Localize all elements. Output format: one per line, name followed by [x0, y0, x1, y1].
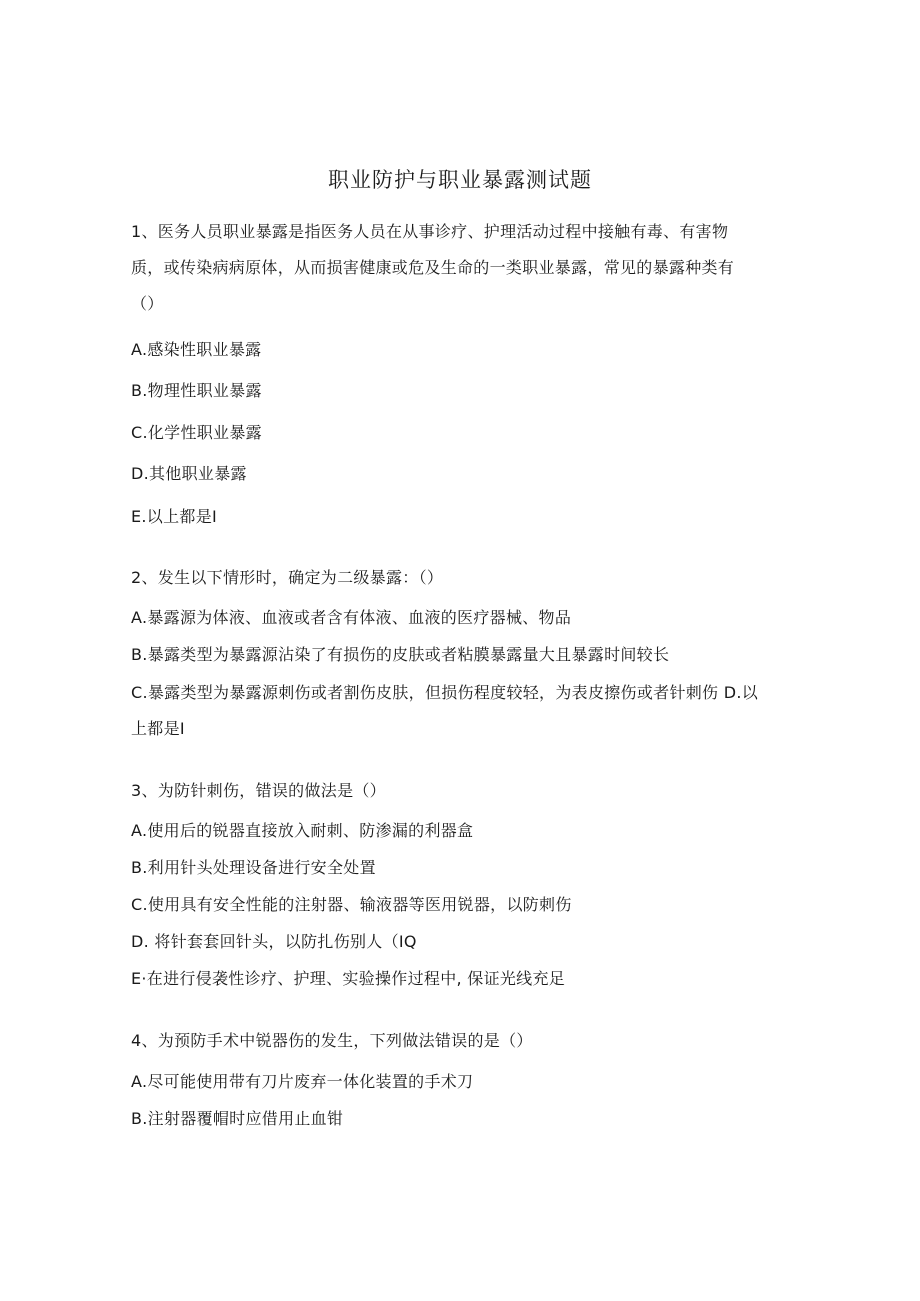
- question-1-stem-line-3: （）: [131, 294, 164, 313]
- question-4-stem: 4、为预防手术中锐器伤的发生，下列做法错误的是（）: [131, 1031, 533, 1050]
- question-1-stem-line-1: 1、医务人员职业暴露是指医务人员在从事诊疗、护理活动过程中接触有毒、有害物: [131, 222, 729, 241]
- question-2-option-c: C.暴露类型为暴露源刺伤或者割伤皮肤，但损伤程度较轻，为表皮擦伤或者针刺伤 D.以: [131, 683, 759, 702]
- question-1-option-d: D.其他职业暴露: [131, 464, 247, 483]
- question-2-stem: 2、发生以下情形时，确定为二级暴露：（）: [131, 568, 444, 587]
- question-3-option-b: B.利用针头处理设备进行安全处置: [131, 858, 376, 877]
- question-2-option-c-cont: 上都是I: [131, 719, 185, 738]
- question-4-option-b: B.注射器覆帽时应借用止血钳: [131, 1109, 344, 1128]
- question-3-option-d: D. 将针套套回针头，以防扎伤别人（IQ: [131, 932, 417, 951]
- page-title: 职业防护与职业暴露测试题: [328, 168, 592, 192]
- question-1-option-e: E.以上都是I: [131, 507, 218, 526]
- question-1-option-b: B.物理性职业暴露: [131, 381, 262, 400]
- question-4-option-a: A.尽可能使用带有刀片废弃一体化装置的手术刀: [131, 1072, 474, 1091]
- question-2-option-b: B.暴露类型为暴露源沾染了有损伤的皮肤或者粘膜暴露量大且暴露时间较长: [131, 645, 670, 664]
- question-3-stem: 3、为防针刺伤，错误的做法是（）: [131, 781, 386, 800]
- question-2-option-a: A.暴露源为体液、血液或者含有体液、血液的医疗器械、物品: [131, 608, 572, 627]
- question-3-option-c: C.使用具有安全性能的注射器、输液器等医用锐器，以防刺伤: [131, 895, 572, 914]
- question-1-option-c: C.化学性职业暴露: [131, 423, 262, 442]
- question-3-option-a: A.使用后的锐器直接放入耐刺、防渗漏的利器盒: [131, 821, 474, 840]
- question-1-option-a: A.感染性职业暴露: [131, 340, 262, 359]
- question-1-stem-line-2: 质，或传染病病原体，从而损害健康或危及生命的一类职业暴露，常见的暴露种类有: [131, 258, 735, 277]
- question-3-option-e: E·在进行侵袭性诊疗、护理、实验操作过程中, 保证光线充足: [131, 969, 566, 988]
